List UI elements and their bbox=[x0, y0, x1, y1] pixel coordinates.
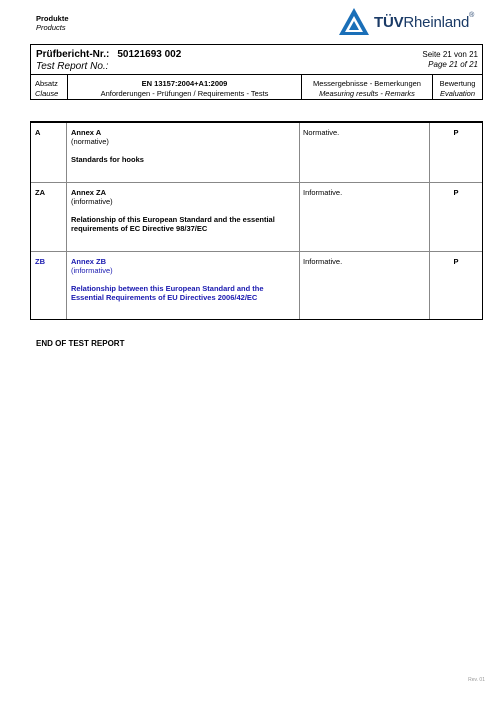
col-requirements: Anforderungen - Prüfungen / Requirements - Tests bbox=[100, 89, 269, 98]
row-desc: Relationship between this European Standard and the Essential Requirements of EU Directives 2006/42/EC bbox=[71, 284, 264, 302]
row-title: Annex ZA bbox=[71, 188, 107, 197]
col-clause-de: Absatz bbox=[35, 79, 58, 88]
row-requirement bbox=[67, 183, 300, 251]
col-standard: EN 13157:2004+A1:2009 bbox=[141, 79, 228, 88]
col-results-de: Messergebnisse - Bemerkungen bbox=[313, 79, 421, 88]
row-clause: ZB bbox=[31, 252, 67, 319]
row-title: Annex A bbox=[71, 128, 102, 137]
revision-label: Rev. 01 bbox=[468, 677, 485, 683]
row-title: Annex ZB bbox=[71, 257, 107, 266]
report-number-block bbox=[36, 49, 181, 72]
division-label bbox=[36, 14, 69, 32]
report-label-en: Test Report No.: bbox=[36, 61, 109, 72]
brand-name: TÜVRheinland® bbox=[374, 12, 475, 31]
row-result: Normative. bbox=[300, 123, 430, 182]
table-row bbox=[31, 123, 482, 183]
page-en: Page 21 of 21 bbox=[428, 60, 478, 69]
division-de: Produkte bbox=[36, 14, 69, 23]
row-eval: P bbox=[453, 128, 459, 137]
row-sub: (informative) bbox=[71, 197, 113, 206]
row-sub: (normative) bbox=[71, 137, 109, 146]
report-header bbox=[30, 44, 483, 100]
row-sub: (informative) bbox=[71, 266, 113, 275]
row-clause: ZA bbox=[31, 183, 67, 251]
page-de: Seite 21 von 21 bbox=[422, 50, 478, 59]
division-en: Products bbox=[36, 23, 66, 32]
row-clause: A bbox=[31, 123, 67, 182]
row-desc: Standards for hooks bbox=[71, 155, 144, 164]
col-eval-de: Bewertung bbox=[439, 79, 476, 88]
row-eval: P bbox=[453, 257, 459, 266]
tuv-triangle-icon bbox=[338, 7, 370, 37]
row-result: Informative. bbox=[300, 252, 430, 319]
report-number: 50121693 002 bbox=[117, 49, 182, 60]
col-results-en: Measuring results - Remarks bbox=[319, 89, 415, 98]
row-result: Informative. bbox=[300, 183, 430, 251]
column-headers bbox=[31, 75, 482, 99]
page-number-block bbox=[422, 50, 478, 70]
end-of-report: END OF TEST REPORT bbox=[36, 339, 125, 348]
row-requirement bbox=[67, 123, 300, 182]
table-row bbox=[31, 183, 482, 252]
table-row bbox=[31, 252, 482, 319]
row-desc: Relationship of this European Standard and the essential requirements of EC Directive 98/37/EC bbox=[71, 215, 275, 233]
clause-table bbox=[30, 121, 483, 320]
report-label-de: Prüfbericht-Nr.: bbox=[36, 49, 110, 60]
col-eval-en: Evaluation bbox=[439, 89, 476, 98]
tuv-logo bbox=[338, 7, 488, 37]
row-requirement bbox=[67, 252, 300, 319]
col-clause-en: Clause bbox=[35, 89, 59, 98]
row-eval: P bbox=[453, 188, 459, 197]
